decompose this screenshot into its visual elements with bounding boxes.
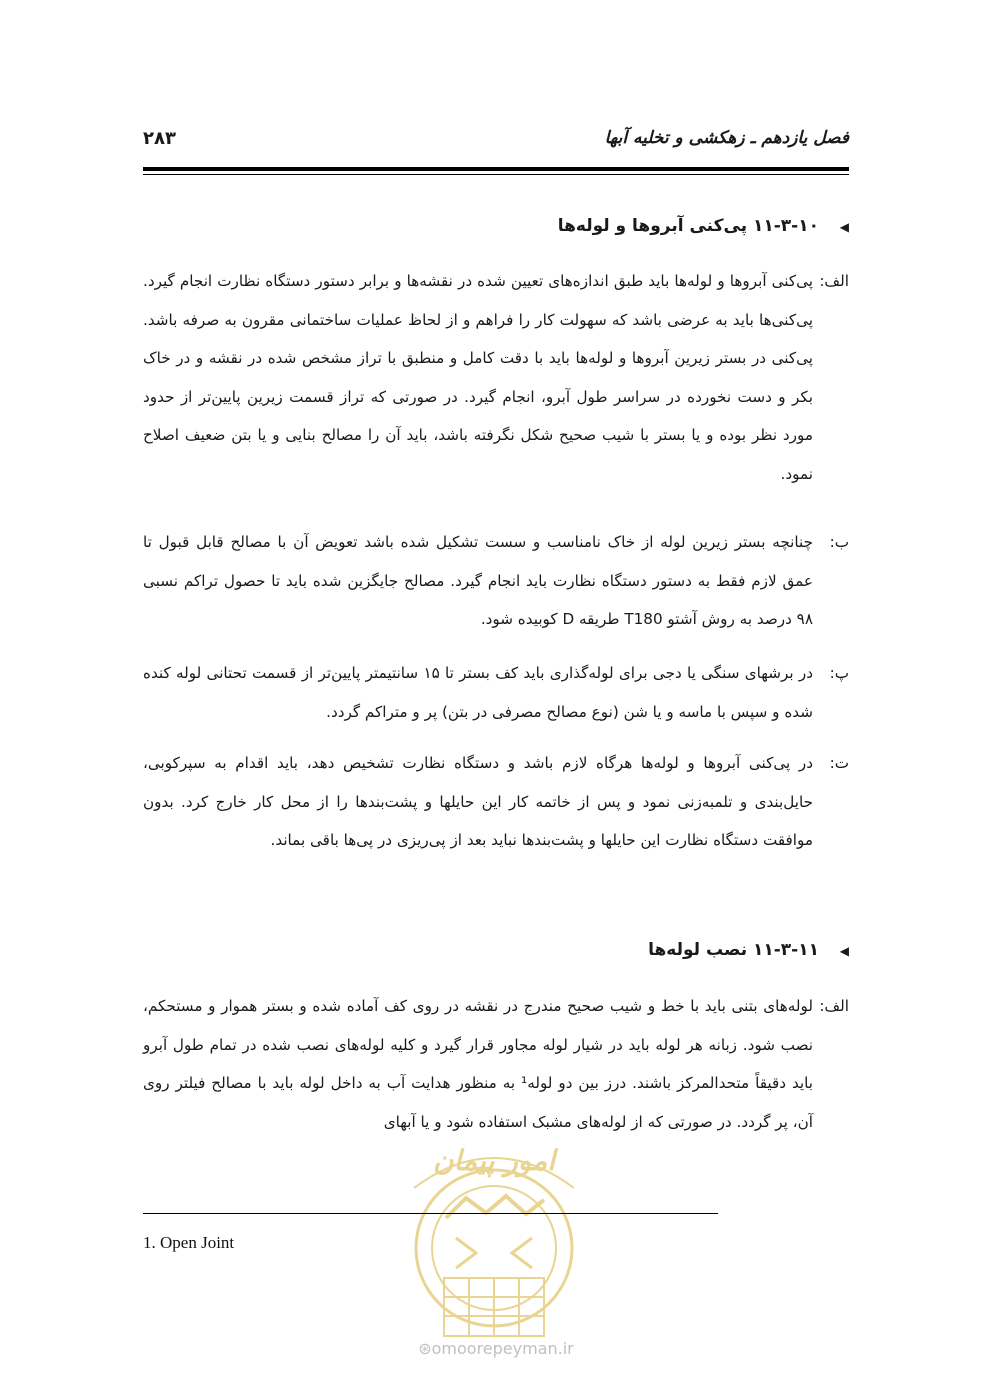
watermark-seal-icon (376, 1118, 612, 1368)
section-heading-text: ۱۱-۳-۱۱ نصب لوله‌ها (648, 940, 819, 960)
paragraph-label: ت: (829, 754, 849, 772)
paragraph-item (143, 654, 849, 731)
chapter-title: فصل یازدهم ـ زهکشی و تخلیه آبها (604, 128, 849, 148)
paragraph-label: پ: (829, 664, 849, 682)
section-heading-text: ۱۱-۳-۱۰ پی‌کنی آبروها و لوله‌ها (557, 216, 819, 236)
section-heading (149, 216, 849, 236)
paragraph-text: در برشهای سنگی یا دجی برای لوله‌گذاری باید کف بستر تا ۱۵ سانتیمتر پایین‌تر از قسمت تحتانی لوله کنده شده و سپس با ماسه و یا شن (نوع مصالح مصرفی در بتن) پر و متراکم گردد. (143, 664, 813, 721)
footnote-rule (143, 1213, 718, 1214)
page-number: ۲۸۳ (143, 128, 176, 149)
header-rule-thick (143, 167, 849, 171)
bullet-arrow-icon: ◀ (839, 220, 849, 234)
footnote: 1. Open Joint (143, 1233, 235, 1252)
paragraph-label: ب: (829, 533, 849, 551)
paragraph-item (143, 744, 849, 860)
watermark-logo-icon: ⊛ (418, 1339, 432, 1358)
watermark-url (0, 1339, 992, 1358)
watermark-brand-text: امور پیمان (432, 1144, 556, 1177)
paragraph-text: چنانچه بستر زیرین لوله از خاک نامناسب و سست تشکیل شده باشد تعویض آن با مصالح قابل قبول تا عمق لازم فقط به دستور دستگاه نظارت باید انجام گیرد. مصالح جایگزین شده باید تا حصول تراکم نسبی ۹۸ درصد به روش آشتو T180 طریقه D کوبیده شود. (143, 533, 813, 628)
paragraph-item (143, 523, 849, 639)
section-heading (149, 940, 849, 960)
watermark-url-text: omoorepeyman.ir (431, 1339, 574, 1358)
paragraph-text: لوله‌های بتنی باید با خط و شیب صحیح مندرج در نقشه در روی کف آماده شده و بستر هموار و مستحکم، نصب شود. زبانه هر لوله باید در شیار لوله مجاور قرار گیرد و کلیه لوله‌های نصب شده در تمام طول آبرو باید دقیقاً متحدالمرکز باشند. درز بین دو لوله¹ به منظور هدایت آب به داخل لوله باید با مصالح فیلتر روی آن، پر گردد. در صورتی که از لوله‌های مشبک استفاده شود و یا آبهای (143, 997, 813, 1131)
paragraph-text: در پی‌کنی آبروها و لوله‌ها هرگاه لازم باشد و دستگاه نظارت تشخیص دهد، باید اقدام به سپرکوبی، حایل‌بندی و تلمبه‌زنی نمود و پس از خاتمه کار این حایلها و پشت‌بندها را از محل کار خارج کرد. بدون موافقت دستگاه نظارت این حایلها و پشت‌بندها نباید بعد از پی‌ریزی در پی‌ها باقی بماند. (143, 754, 813, 849)
page-header (143, 128, 849, 162)
paragraph-text: پی‌کنی آبروها و لوله‌ها باید طبق اندازه‌های تعیین شده در نقشه‌ها و برابر دستور دستگاه نظارت انجام گیرد. پی‌کنی‌ها باید به عرضی باشد که سهولت کار را فراهم و از لحاظ عملیات ساختمانی مقرون به صرفه باشد. پی‌کنی در بستر زیرین آبروها و لوله‌ها باید با دقت کامل و منطبق با تراز مشخص شده در نقشه و در خاک بکر و دست نخورده در سراسر طول آبرو، انجام گیرد. در صورتی که تراز قسمت زیرین پایین‌تر از حدود مورد نظر بوده و یا بستر با شیب صحیح شکل نگرفته باشد، باید آن را مصالح بنایی و یا بتن ضعیف اصلاح نمود. (143, 272, 813, 483)
paragraph-item (143, 262, 849, 493)
paragraph-label: الف: (819, 272, 849, 290)
bullet-arrow-icon: ◀ (839, 944, 849, 958)
header-rule-thin (143, 174, 849, 175)
paragraph-label: الف: (819, 997, 849, 1015)
